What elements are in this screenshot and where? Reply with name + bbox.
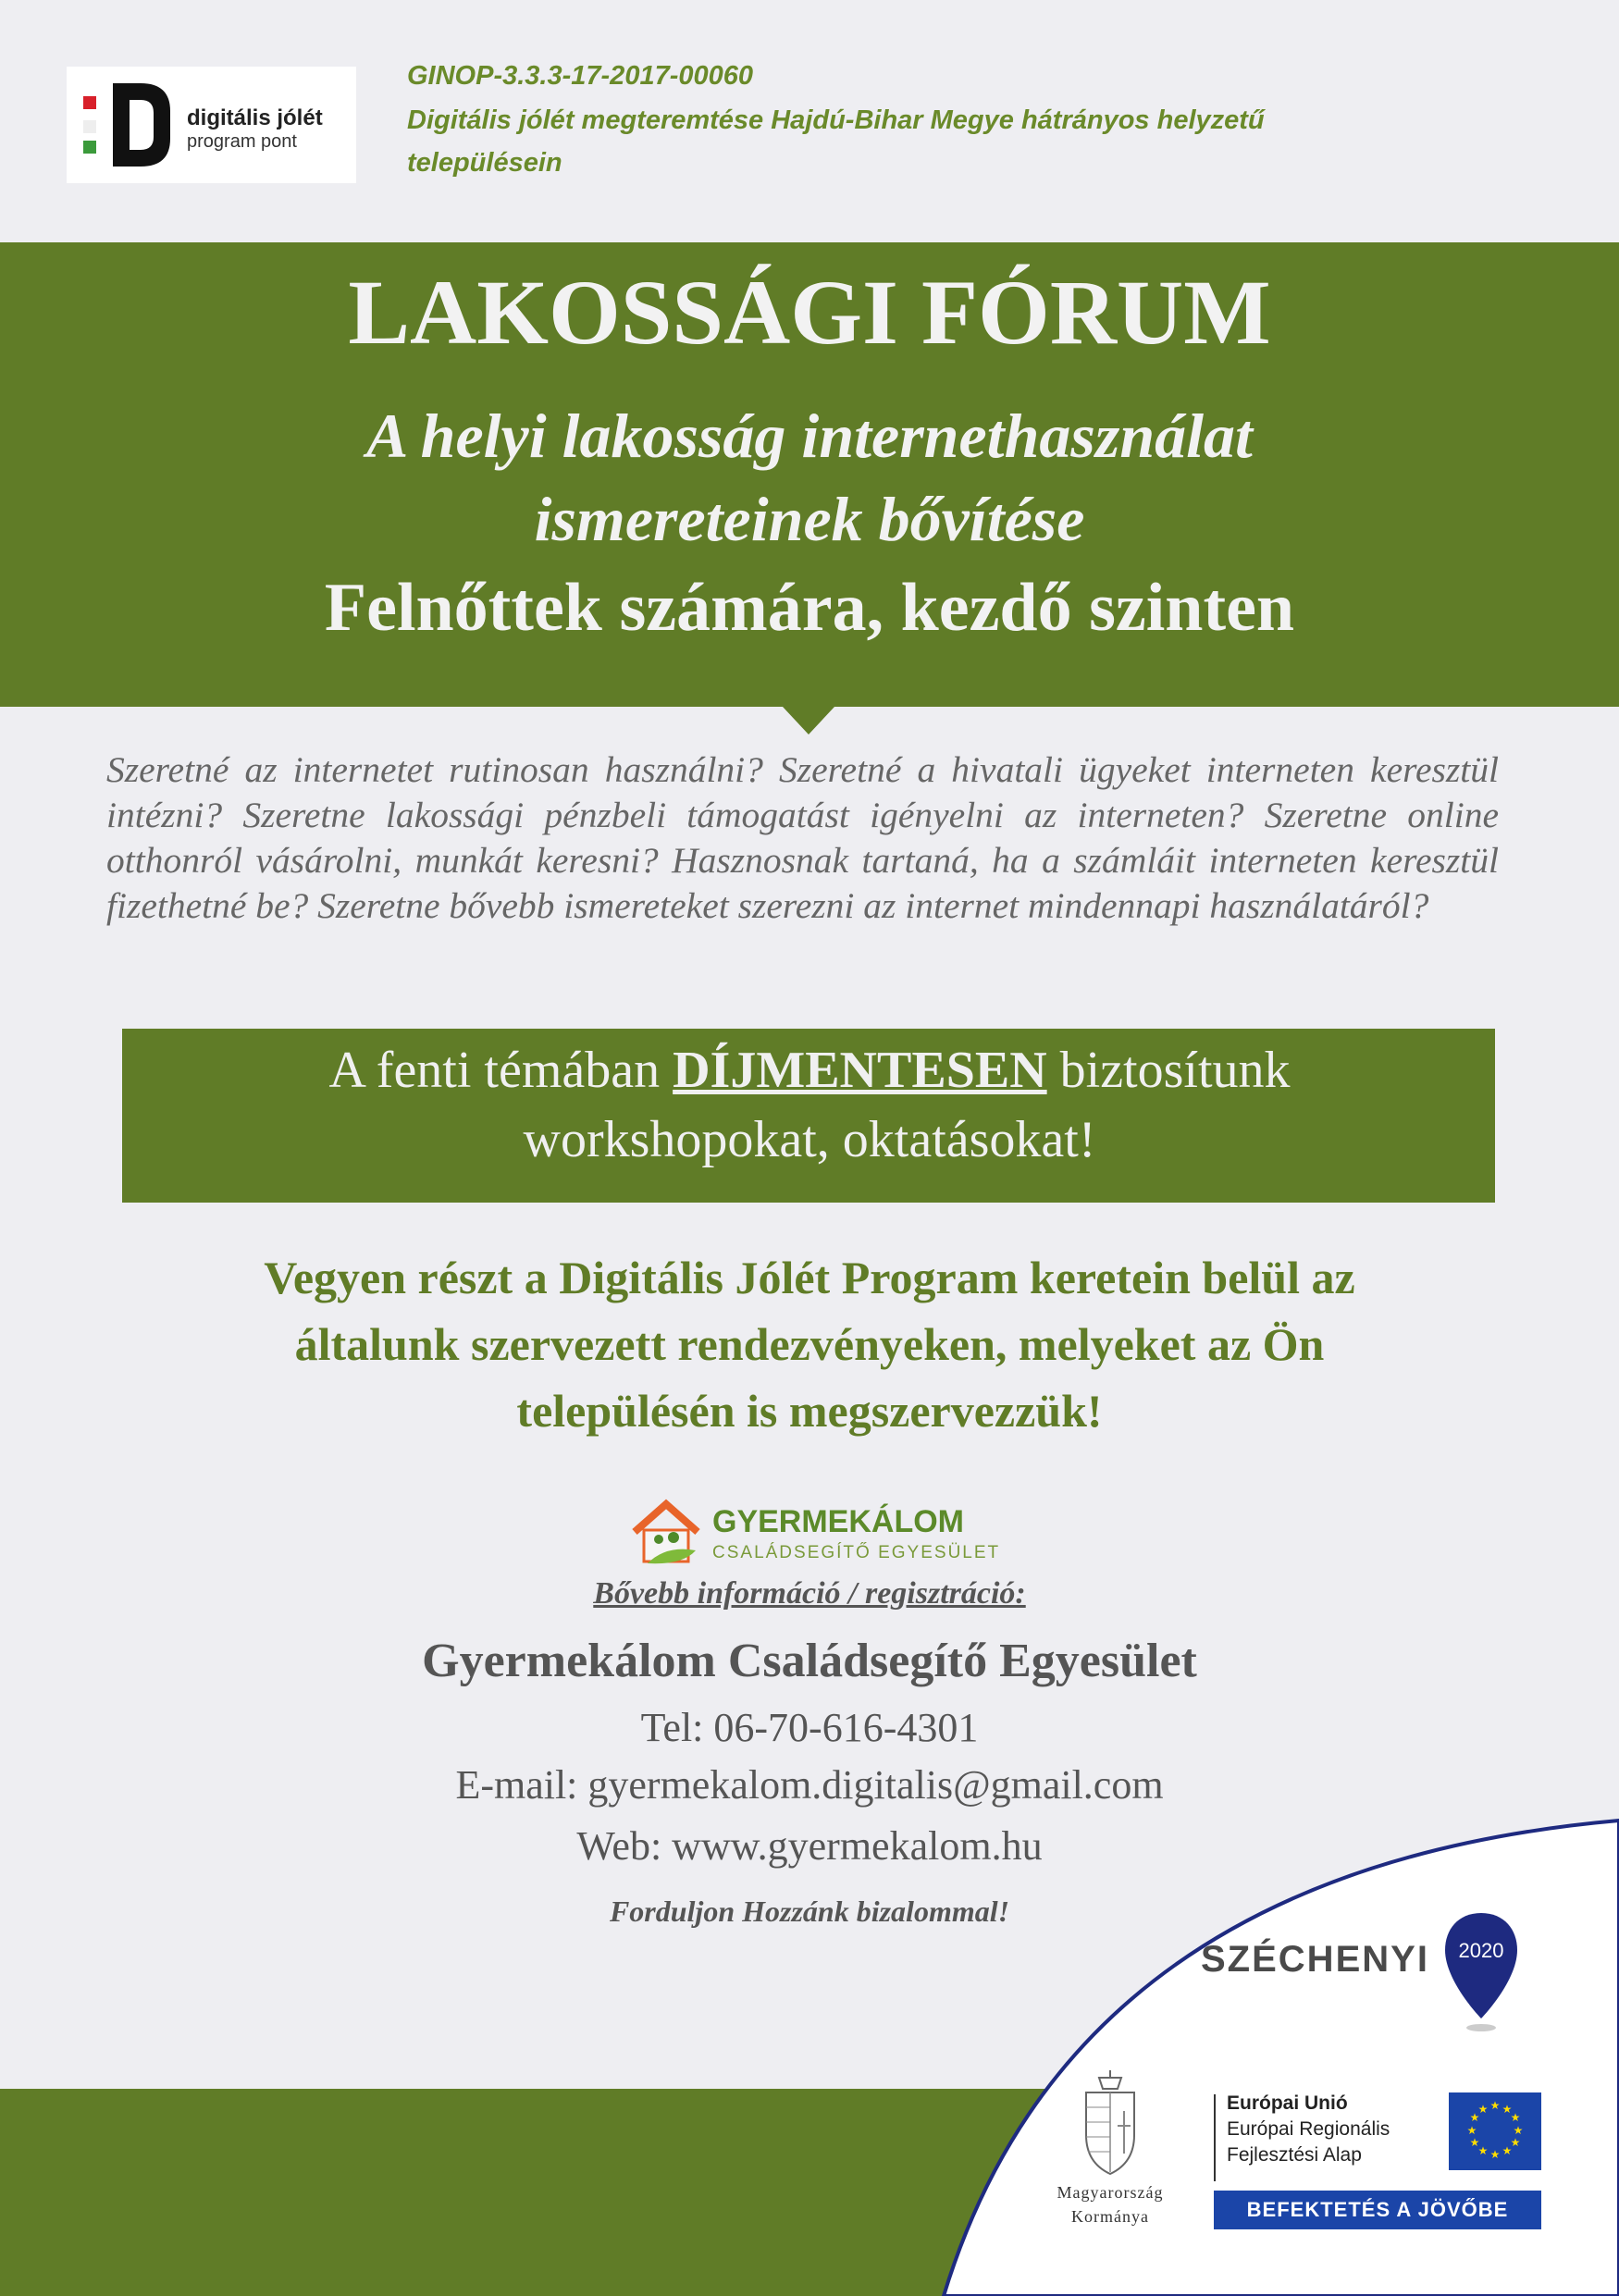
more-info-heading: Bővebb információ / regisztráció: xyxy=(593,1576,1026,1611)
email[interactable]: E-mail: gyermekalom.digitalis@gmail.com xyxy=(455,1762,1164,1808)
free-offer-line-1: A fenti témában DÍJMENTESEN biztosítunk xyxy=(328,1042,1291,1099)
subtitle-line-3: Felnőttek számára, kezdő szinten xyxy=(324,570,1295,646)
project-code: GINOP-3.3.3-17-2017-00060 xyxy=(407,61,753,91)
eu-divider xyxy=(1214,2094,1216,2181)
svg-text:★: ★ xyxy=(1477,2144,1489,2157)
invite-line-3: településén is megszervezzük! xyxy=(516,1385,1103,1437)
svg-text:★: ★ xyxy=(1477,2103,1489,2116)
logo-subtitle: program pont xyxy=(187,131,297,152)
slogan-banner: BEFEKTETÉS A JÖVŐBE xyxy=(1214,2191,1541,2229)
szechenyi-year: 2020 xyxy=(1458,1939,1504,1962)
invite-line-2: általunk szervezett rendezvényeken, melyeket az Ön xyxy=(294,1318,1325,1370)
project-title-cont: településein xyxy=(407,148,562,178)
svg-text:★: ★ xyxy=(1513,2124,1524,2137)
phone: Tel: 06-70-616-4301 xyxy=(640,1705,979,1750)
coat-of-arms-icon xyxy=(1081,2070,1140,2181)
gov-label-1: Magyarország xyxy=(1057,2183,1164,2202)
intro-paragraph: Szeretné az internetet rutinosan használni? Szeretné a hivatali ügyeket interneten keresztül intézni? Szeretne lakossági pénzbeli támogatást igényelni az interneten? Szeretne online otthonról vásárolni, munkát keresni? Hasznosnak tartaná, ha a számláit interneten keresztül fizethetné be? Szeretne bővebb ismereteket szerezni az internet mindennapi használatáról? xyxy=(106,749,1499,926)
free-highlight: DÍJMENTESEN xyxy=(673,1042,1047,1099)
svg-text:★: ★ xyxy=(1489,2148,1501,2161)
invite-line-1: Vegyen részt a Digitális Jólét Program keretein belül az xyxy=(264,1252,1355,1303)
gov-label-2: Kormánya xyxy=(1071,2207,1149,2226)
svg-text:★: ★ xyxy=(1469,2111,1480,2124)
svg-text:★: ★ xyxy=(1466,2124,1477,2137)
eu-label-2: Európai Regionális xyxy=(1227,2118,1390,2140)
svg-text:★: ★ xyxy=(1502,2103,1513,2116)
szechenyi-pin-icon xyxy=(1440,1909,1523,2039)
svg-text:★: ★ xyxy=(1502,2144,1513,2157)
svg-text:★: ★ xyxy=(1510,2136,1521,2149)
subtitle-line-1: A helyi lakosság internethasználat xyxy=(366,401,1253,471)
org-name: Gyermekálom Családsegítő Egyesület xyxy=(422,1635,1197,1687)
subtitle-line-2: ismereteinek bővítése xyxy=(534,484,1085,554)
org-logo-name: GYERMEKÁLOM xyxy=(712,1504,964,1539)
svg-text:★: ★ xyxy=(1489,2099,1501,2112)
szechenyi-label: SZÉCHENYI xyxy=(1201,1939,1429,1980)
website[interactable]: Web: www.gyermekalom.hu xyxy=(576,1823,1043,1869)
free-offer-line-2: workshopokat, oktatásokat! xyxy=(523,1111,1096,1168)
svg-text:★: ★ xyxy=(1510,2111,1521,2124)
eu-flag-icon xyxy=(1449,2092,1541,2170)
logo-title: digitális jólét xyxy=(187,105,323,130)
eu-label-3: Fejlesztési Alap xyxy=(1227,2144,1362,2166)
project-title: Digitális jólét megteremtése Hajdú-Bihar Megye hátrányos helyzetű xyxy=(407,105,1265,135)
svg-text:★: ★ xyxy=(1469,2136,1480,2149)
page-title: LAKOSSÁGI FÓRUM xyxy=(348,261,1271,364)
org-logo-sub: CSALÁDSEGÍTŐ EGYESÜLET xyxy=(712,1543,1001,1562)
trust-line: Forduljon Hozzánk bizalommal! xyxy=(609,1895,1010,1928)
eu-label-1: Európai Unió xyxy=(1227,2092,1348,2114)
